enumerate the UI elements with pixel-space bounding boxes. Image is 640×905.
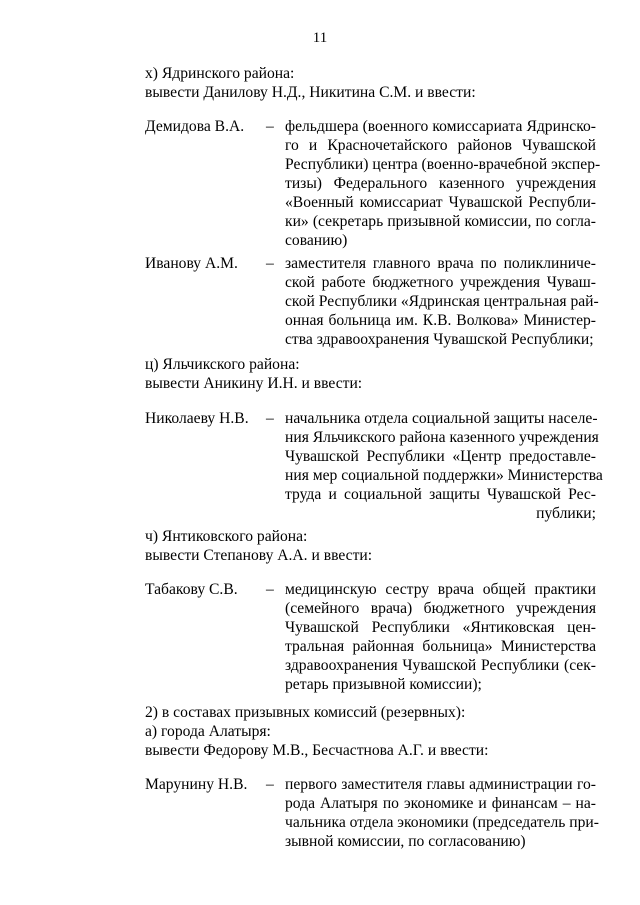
position-line: труда и социальной защиты Чувашской Рес- [285,486,596,503]
section-instruction: вывести Степанову А.А. и ввести: [145,547,373,564]
member-name: Марунину Н.В. [145,776,248,793]
position-line: ния Яльчикского района казенного учреждения [285,429,599,446]
section-heading: ч) Янтиковского района: [145,528,308,545]
position-line: сованию) [285,232,348,249]
member-name: Демидова В.А. [145,118,245,135]
position-line: Республики) центра (военно-врачебной экспер- [285,156,601,173]
position-line: Чувашской Республики «Янтиковская цен- [285,619,596,636]
position-line: здравоохранения Чувашской Республики (сек- [285,657,596,674]
entry-dash: – [266,118,274,135]
position-line: первого заместителя главы администрации го- [285,776,596,793]
position-line: фельдшера (военного комиссариата Ядринско- [285,118,596,135]
position-line: (семейного врача) бюджетного учреждения [285,600,596,617]
section-heading: ц) Яльчикского района: [145,356,300,373]
section-instruction: вывести Данилову Н.Д., Никитина С.М. и ввести: [145,84,476,101]
member-name: Николаеву Н.В. [145,410,249,427]
entry-dash: – [266,410,274,427]
member-position [285,775,599,851]
position-line: чальника отдела экономики (председатель при- [285,814,599,831]
position-line: публики; [536,505,596,522]
section-heading: 2) в составах призывных комиссий (резервных): [145,704,466,721]
member-position [285,254,599,349]
section-heading: х) Ядринского района: [145,65,295,82]
entry-dash: – [266,776,274,793]
member-position [285,409,603,523]
section-instruction: вывести Аникину И.Н. и ввести: [145,375,363,392]
position-line: зывной комиссии, по согласованию) [285,833,526,850]
position-line: ской Республики «Ядринская центральная рай- [285,293,599,310]
position-line: тизы) Федерального казенного учреждения [285,175,596,192]
position-line: медицинскую сестру врача общей практики [285,581,596,598]
entry-dash: – [266,581,274,598]
position-line: начальника отдела социальной защиты населе- [285,410,598,427]
position-line: заместителя главного врача по поликлиниче- [285,255,596,272]
position-line: «Военный комиссариат Чувашской Республи- [285,194,596,211]
position-line: онная больница им. К.В. Волкова» Министер- [285,312,596,329]
member-position [285,117,601,250]
position-line: го и Красночетайского районов Чувашской [285,137,596,154]
position-line: рода Алатыря по экономике и финансам – на- [285,795,596,812]
section-subheading: а) города Алатыря: [145,723,271,740]
position-line: тральная районная больница» Министерства [285,638,596,655]
entry-dash: – [266,255,274,272]
page-number: 11 [312,30,328,46]
position-line: ретарь призывной комиссии); [285,676,482,693]
position-line: Чувашской Республики «Центр предоставле- [285,448,596,465]
member-name: Табакову С.В. [145,581,238,598]
position-line: ской работе бюджетного учреждения Чуваш- [285,274,596,291]
member-position [285,580,596,694]
position-line: ки» (секретарь призывной комиссии, по согла- [285,213,596,230]
position-line: ства здравоохранения Чувашской Республики; [285,331,594,348]
member-name: Иванову А.М. [145,255,238,272]
section-instruction: вывести Федорову М.В., Бесчастнова А.Г. и ввести: [145,742,489,759]
position-line: ния мер социальной поддержки» Министерства [285,467,603,484]
